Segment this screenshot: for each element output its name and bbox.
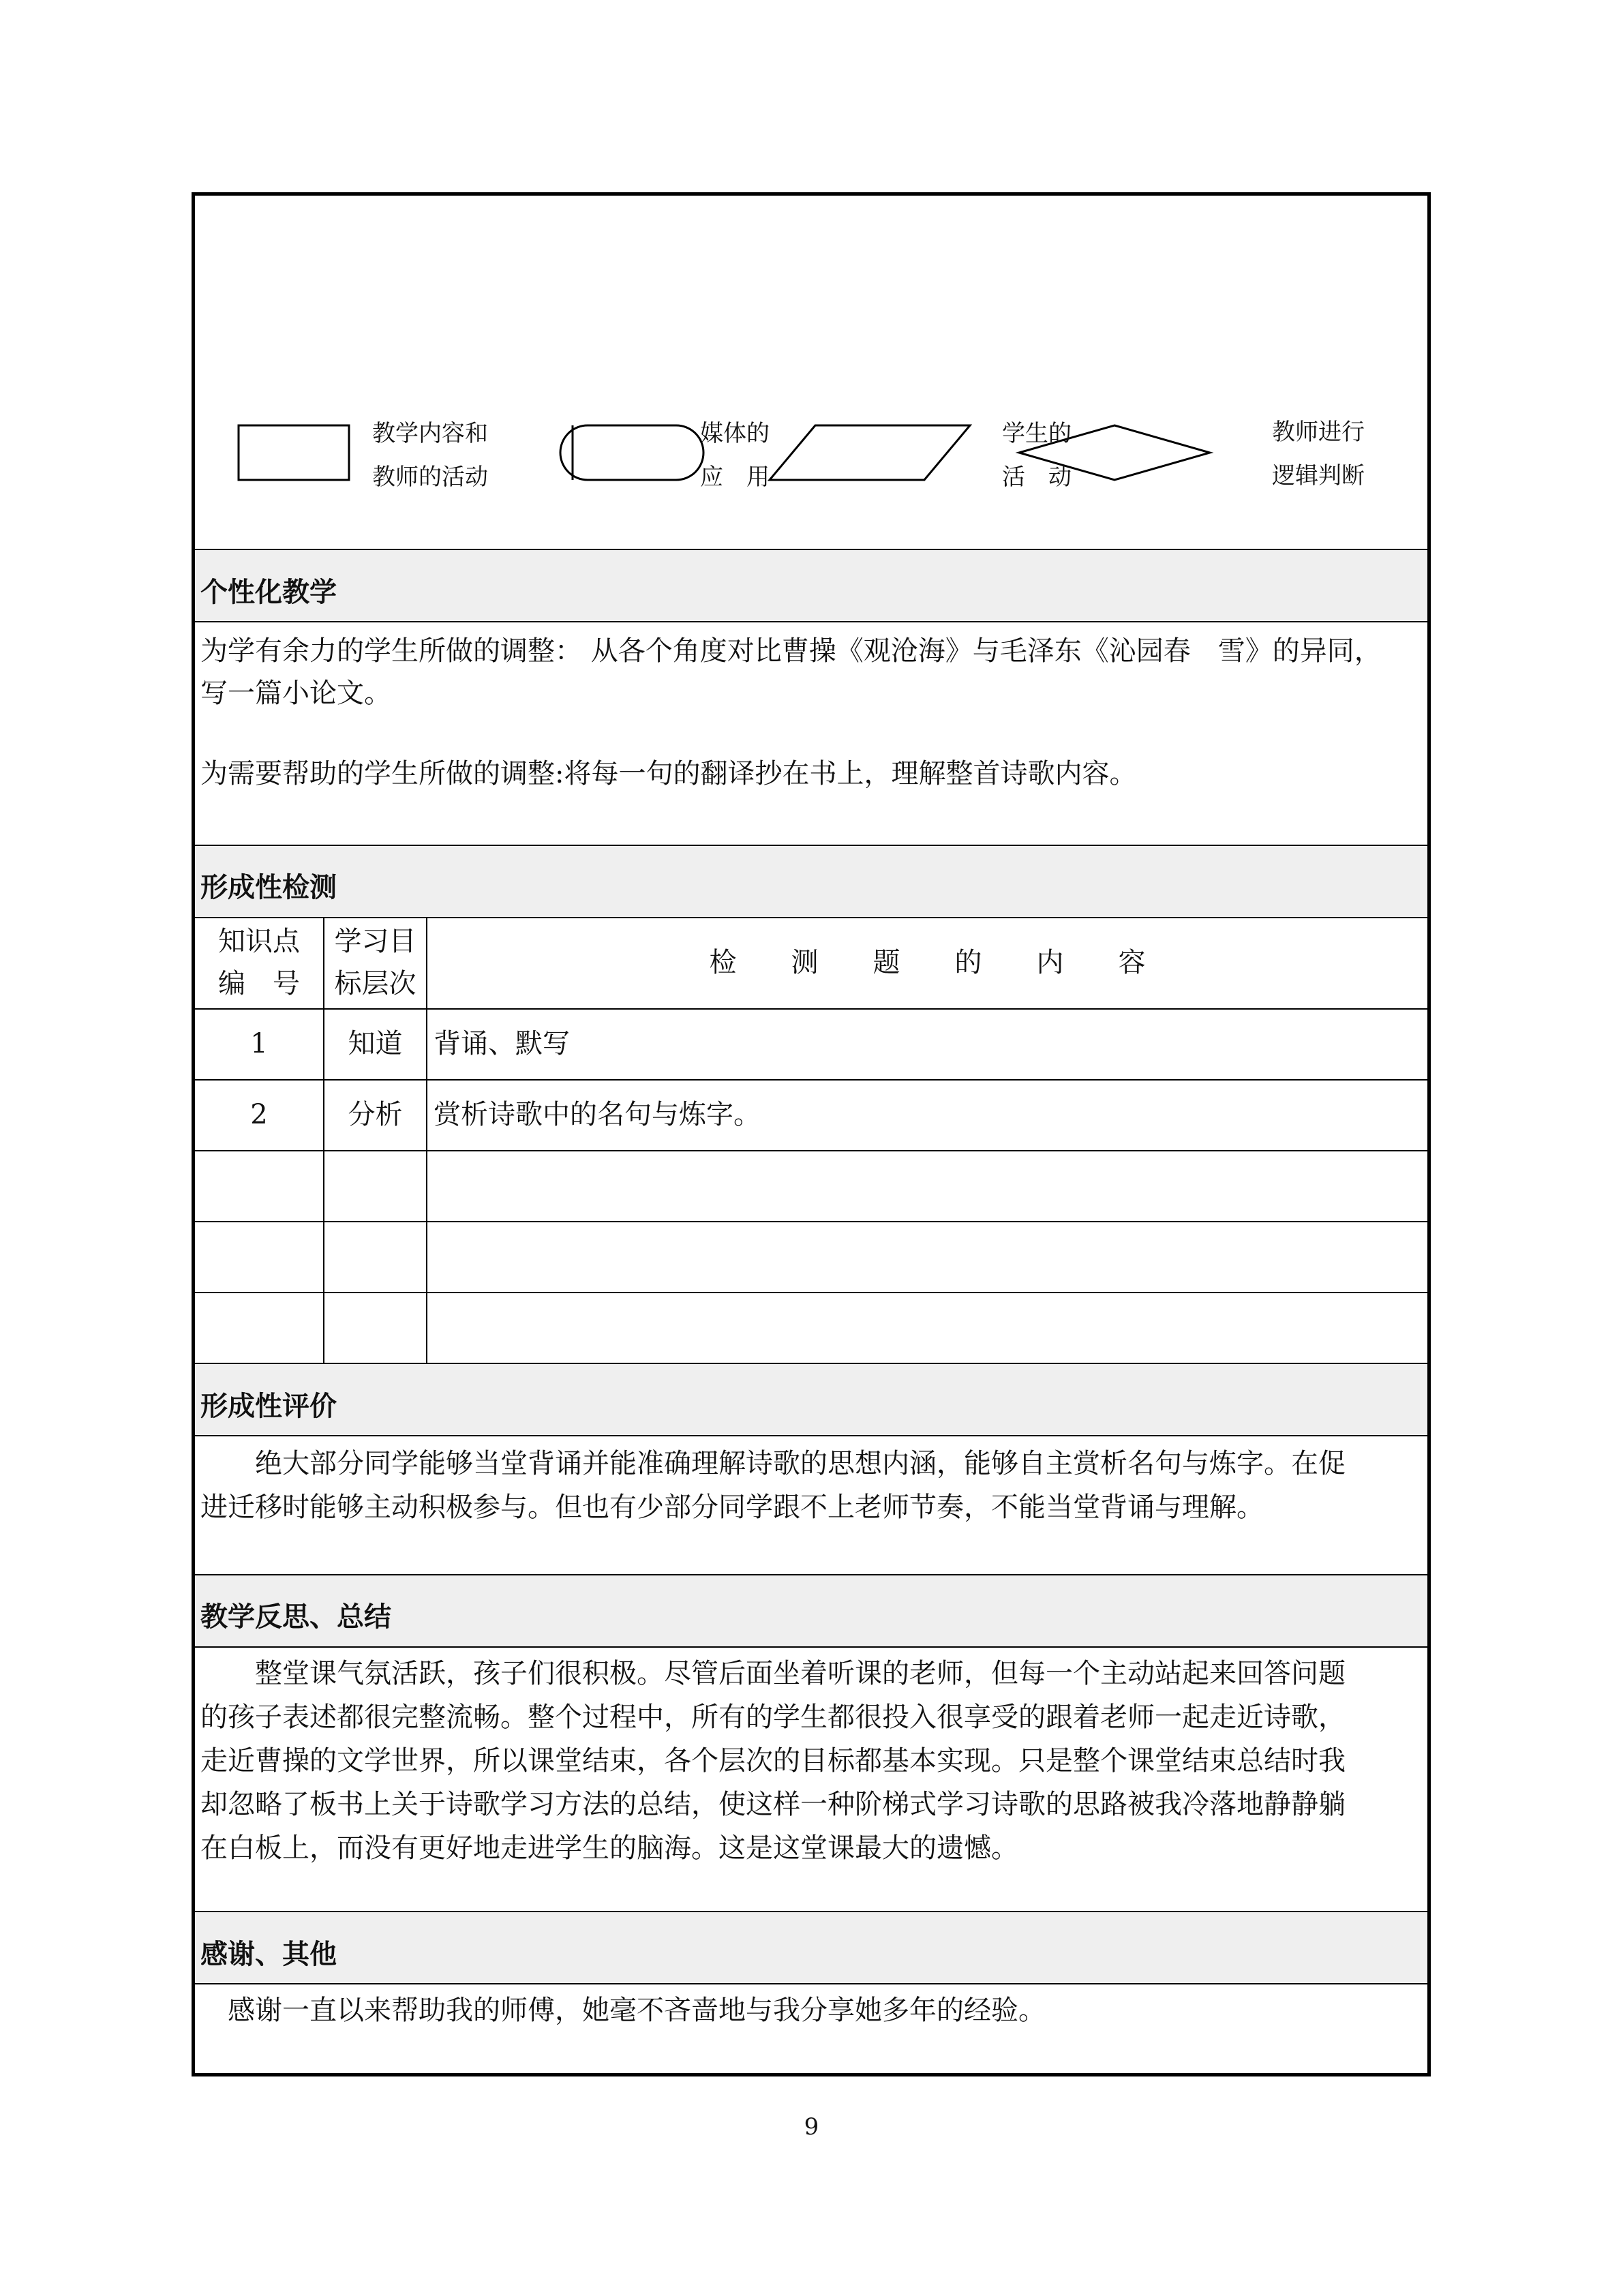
- section-title-formative-test: 形成性检测: [200, 872, 337, 903]
- page-number: 9: [804, 2113, 819, 2141]
- personalized-line-1: 为学有余力的学生所做的调整： 从各个角度对比曹操《观沧海》与毛泽东《沁园春 雪》的异同，: [200, 635, 1382, 667]
- legend-rect-label-2: 教师的活动: [372, 464, 488, 491]
- lesson-plan-table: [192, 192, 1431, 2076]
- legend-parallelogram-label-2: 活 动: [1002, 464, 1072, 491]
- row-2-level: 分析: [348, 1099, 403, 1130]
- section-title-personalized: 个性化教学: [200, 577, 337, 608]
- reflection-line-5: 在白板上，而没有更好地走进学生的脑海。这是这堂课最大的遗憾。: [200, 1832, 1018, 1864]
- formative-eval-line-1: 绝大部分同学能够当堂背诵并能准确理解诗歌的思想内涵，能够自主赏析名句与炼字。在促: [200, 1448, 1346, 1479]
- legend-diamond-label-1: 教师进行: [1272, 419, 1365, 446]
- reflection-line-4: 却忽略了板书上关于诗歌学习方法的总结，使这样一种阶梯式学习诗歌的思路被我冷落地静静躺: [200, 1789, 1346, 1820]
- row-2-content: 赏析诗歌中的名句与炼字。: [434, 1099, 761, 1130]
- reflection-line-3: 走近曹操的文学世界，所以课堂结束，各个层次的目标都基本实现。只是整个课堂结束总结时我: [200, 1745, 1346, 1777]
- personalized-line-3: 为需要帮助的学生所做的调整:将每一句的翻译抄在书上，理解整首诗歌内容。: [200, 758, 1137, 789]
- section-title-formative-eval: 形成性评价: [200, 1391, 337, 1422]
- capsule-shape: [560, 425, 703, 480]
- header-objective-level-2: 标层次: [334, 968, 416, 999]
- row-1-content: 背诵、默写: [434, 1028, 570, 1059]
- row-1-no: 1: [250, 1028, 268, 1059]
- reflection-line-2: 的孩子表述都很完整流畅。整个过程中，所有的学生都很投入很享受的跟着老师一起走近诗歌，: [200, 1702, 1346, 1733]
- legend-diamond-label-2: 逻辑判断: [1272, 462, 1365, 489]
- legend-capsule-label-1: 媒体的: [700, 420, 770, 447]
- header-objective-level-1: 学习目: [334, 926, 416, 957]
- section-title-thanks: 感谢、其他: [200, 1939, 337, 1970]
- legend-capsule-label-2: 应 用: [700, 464, 770, 491]
- formative-eval-line-2: 进迁移时能够主动积极参与。但也有少部分同学跟不上老师节奏，不能当堂背诵与理解。: [200, 1492, 1264, 1523]
- reflection-line-1: 整堂课气氛活跃，孩子们很积极。尽管后面坐着听课的老师，但每一个主动站起来回答问题: [200, 1658, 1346, 1689]
- process-rect-shape: [239, 425, 349, 480]
- header-test-content: 检 测 题 的 内 容: [709, 947, 1146, 978]
- personalized-line-2: 写一篇小论文。: [200, 678, 391, 709]
- legend-rect-label-1: 教学内容和: [372, 420, 488, 447]
- header-knowledge-no-1: 知识点: [218, 926, 300, 957]
- row-1-level: 知道: [348, 1028, 403, 1059]
- row-2-no: 2: [250, 1099, 268, 1130]
- section-title-reflection: 教学反思、总结: [200, 1601, 391, 1633]
- header-knowledge-no-2: 编 号: [218, 968, 300, 999]
- legend-parallelogram-label-1: 学生的: [1002, 420, 1072, 447]
- parallelogram-shape: [770, 425, 970, 480]
- thanks-line: 感谢一直以来帮助我的师傅，她毫不吝啬地与我分享她多年的经验。: [200, 1995, 1046, 2026]
